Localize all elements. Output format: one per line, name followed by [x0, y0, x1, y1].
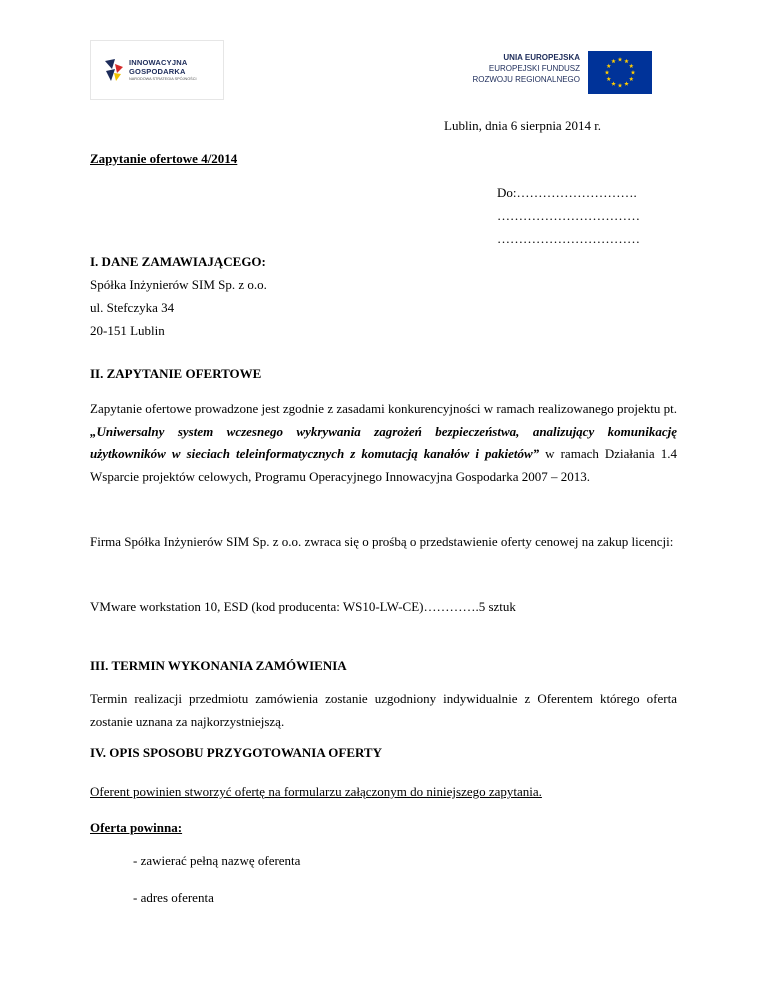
section3-paragraph: Termin realizacji przedmiotu zamówienia zostanie uzgodniony indywidualnie z Oferentem którego oferta zostanie uznana za najkorzystniejszą. — [90, 691, 677, 729]
offer-form-instruction: Oferent powinien stworzyć ofertę na formularzu załączonym do niniejszego zapytania. — [90, 784, 542, 799]
logo-left-line1: INNOWACYJNA — [129, 58, 188, 67]
company-name: Spółka Inżynierów SIM Sp. z o.o. — [90, 277, 267, 292]
section2-paragraph — [90, 398, 677, 488]
logo-right-line3: ROZWOJU REGIONALNEGO — [472, 75, 580, 84]
document-title: Zapytanie ofertowe 4/2014 — [90, 151, 238, 166]
recipient-line-1: Do:………………………. — [497, 185, 637, 200]
section4-heading: IV. OPIS SPOSOBU PRZYGOTOWANIA OFERTY — [90, 745, 382, 760]
company-street: ul. Stefczyka 34 — [90, 300, 175, 315]
license-item: VMware workstation 10, ESD (kod producenta: WS10-LW-CE)………….5 sztuk — [90, 599, 516, 614]
logo-right-line2: EUROPEJSKI FUNDUSZ — [488, 64, 580, 73]
recipient-line-2: …………………………… — [497, 208, 640, 223]
request-paragraph: Firma Spółka Inżynierów SIM Sp. z o.o. zwraca się o prośbą o przedstawienie oferty cenowej na zakup licencji: — [90, 534, 674, 549]
company-city: 20-151 Lublin — [90, 323, 165, 338]
section2-paragraph-start: Zapytanie ofertowe prowadzone jest zgodnie z zasadami konkurencyjności w ramach realizowanego projektu pt. — [90, 401, 677, 416]
eu-flag-icon — [588, 51, 652, 94]
list-item: - zawierać pełną nazwę oferenta — [133, 853, 301, 868]
section2-heading: II. ZAPYTANIE OFERTOWE — [90, 366, 262, 381]
section2-paragraph-end: w ramach Działania 1.4 Wsparcie projektów celowych, Programu Operacyjnego Innowacyjna Gospodarka 2007 – 2013. — [90, 446, 677, 484]
project-title: „Uniwersalny system wczesnego wykrywania zagrożeń bezpieczeństwa, analizujący komunikację użytkowników w sieciach teleinformatycznych z komutacją kanałów i pakietów” — [90, 423, 677, 461]
section3-heading: III. TERMIN WYKONANIA ZAMÓWIENIA — [90, 658, 347, 673]
list-item: - adres oferenta — [133, 890, 214, 905]
logo-left-line3: NARODOWA STRATEGIA SPÓJNOŚCI — [129, 77, 197, 81]
offer-requirements-heading: Oferta powinna: — [90, 820, 183, 835]
logo-left-line2: GOSPODARKA — [129, 67, 186, 76]
logo-right-line1: UNIA EUROPEJSKA — [503, 53, 580, 62]
section1-heading: I. DANE ZAMAWIAJĄCEGO: — [90, 254, 266, 269]
logo-innowacyjna-gospodarka — [90, 40, 224, 100]
recipient-line-3: …………………………… — [497, 231, 640, 246]
innowacyjna-gospodarka-emblem-icon — [103, 57, 125, 83]
place-date: Lublin, dnia 6 sierpnia 2014 r. — [444, 118, 602, 133]
logo-unia-europejska — [452, 48, 652, 94]
